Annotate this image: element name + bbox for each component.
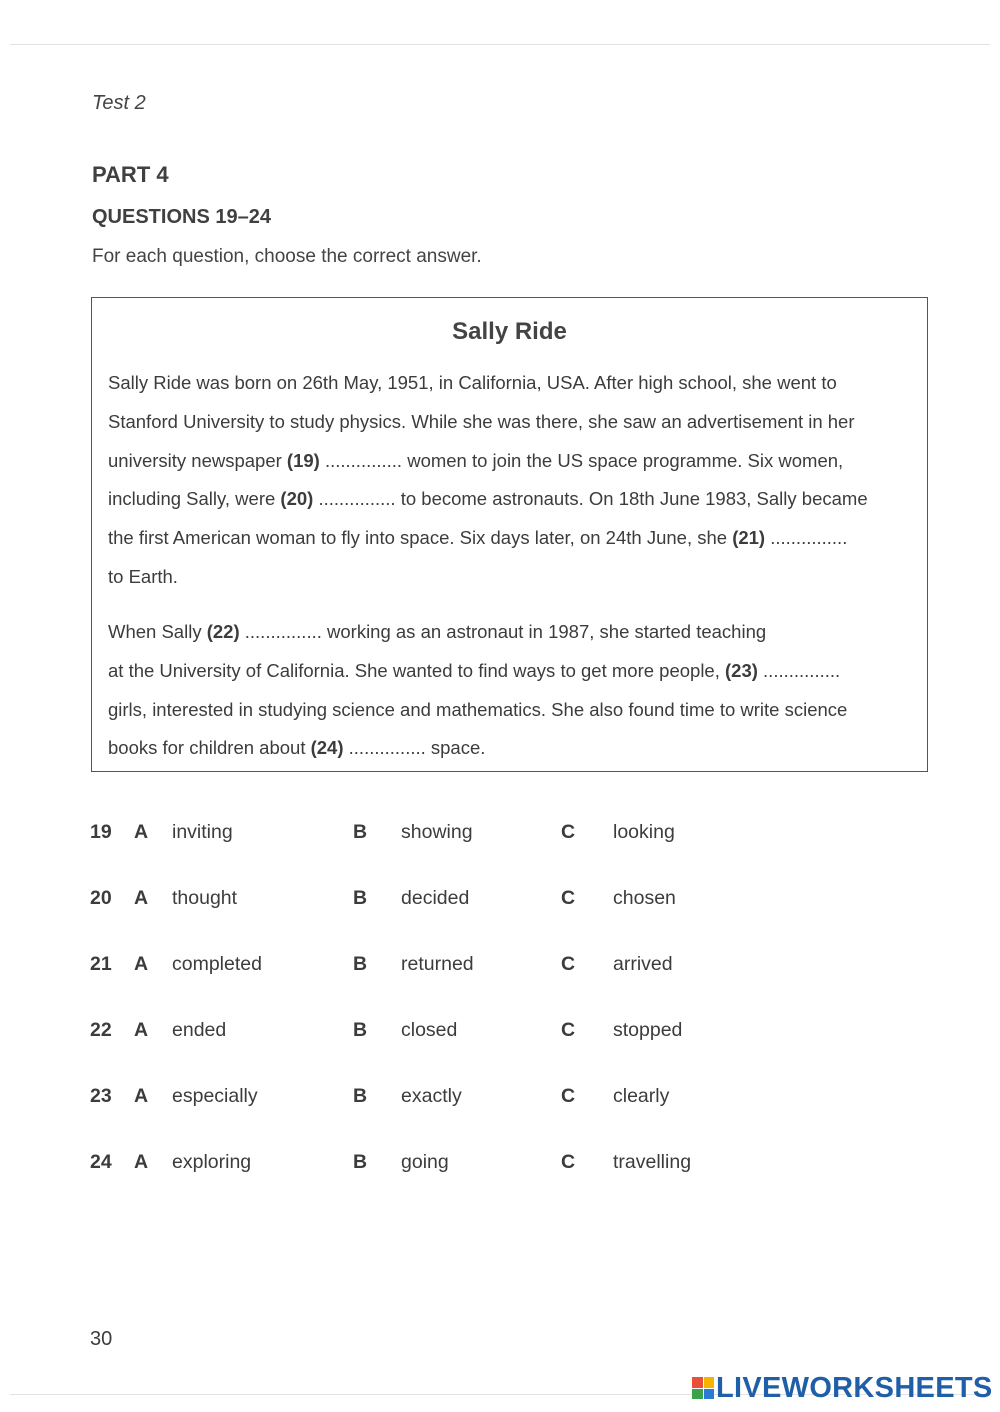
passage-line	[108, 442, 917, 481]
question-number: 23	[90, 1085, 112, 1107]
option-b[interactable]: showing	[401, 821, 473, 843]
option-letter-c: C	[561, 953, 576, 975]
gap-21: (21)	[732, 527, 766, 549]
passage-text: the first American woman to fly into space. Six days later, on 24th June, she	[108, 527, 733, 549]
option-letter-b: B	[353, 1151, 368, 1173]
passage-text: When Sally	[108, 621, 207, 642]
gap-23: (23)	[725, 659, 758, 681]
option-c[interactable]: looking	[613, 821, 675, 843]
option-a[interactable]: completed	[172, 953, 262, 975]
option-letter-a: A	[134, 953, 149, 975]
passage-text: ............... women to join the US space programme. Six women,	[319, 449, 844, 471]
gap-19: (19)	[286, 449, 320, 471]
option-c[interactable]: stopped	[613, 1019, 683, 1041]
instructions: For each question, choose the correct answer.	[92, 246, 482, 267]
option-a[interactable]: exploring	[172, 1151, 252, 1173]
option-letter-c: C	[561, 887, 576, 909]
passage-text: ...............	[765, 527, 848, 549]
gap-22: (22)	[206, 621, 240, 642]
passage-line	[108, 729, 917, 768]
option-b[interactable]: decided	[401, 887, 470, 909]
question-number: 19	[90, 821, 112, 843]
option-b[interactable]: closed	[401, 1019, 458, 1041]
passage-text: ............... space.	[343, 737, 486, 759]
passage-title: Sally Ride	[452, 318, 567, 345]
option-letter-b: B	[353, 953, 368, 975]
passage-line	[108, 613, 917, 652]
gap-24: (24)	[310, 737, 344, 759]
passage-text: including Sally, were	[108, 488, 281, 510]
passage-line	[108, 519, 917, 558]
questions-title: QUESTIONS 19–24	[92, 206, 271, 228]
question-number: 20	[90, 887, 112, 909]
option-letter-c: C	[561, 1151, 576, 1173]
option-letter-b: B	[353, 887, 368, 909]
scan-edge-top	[10, 44, 990, 45]
option-letter-b: B	[353, 1085, 368, 1107]
option-a[interactable]: especially	[172, 1085, 258, 1107]
option-a[interactable]: thought	[172, 887, 238, 909]
passage-box	[91, 297, 928, 772]
passage-text: books for children about	[108, 737, 311, 759]
passage-line	[108, 480, 917, 519]
option-letter-a: A	[134, 821, 149, 843]
option-letter-a: A	[134, 1019, 149, 1041]
option-b[interactable]: going	[401, 1151, 449, 1173]
passage-text: ............... to become astronauts. On 18th June 1983, Sally became	[313, 488, 868, 510]
passage-paragraph-1	[108, 364, 917, 597]
brand-name: LIVEWORKSHEETS	[716, 1371, 993, 1404]
passage-text: at the University of California. She wanted to find ways to get more people,	[108, 659, 725, 681]
option-letter-c: C	[561, 1019, 576, 1041]
passage-paragraph-2	[108, 613, 917, 768]
test-label: Test 2	[92, 92, 146, 114]
liveworksheets-logo-icon	[692, 1377, 714, 1399]
option-c[interactable]: chosen	[613, 887, 676, 909]
option-c[interactable]: arrived	[613, 953, 673, 975]
option-letter-c: C	[561, 821, 576, 843]
option-letter-b: B	[353, 1019, 368, 1041]
option-c[interactable]: travelling	[613, 1151, 692, 1173]
option-letter-a: A	[134, 1151, 149, 1173]
passage-line: to Earth.	[108, 565, 178, 587]
passage-text: ............... working as an astronaut in 1987, she started teaching	[239, 621, 767, 642]
option-letter-a: A	[134, 887, 149, 909]
page-number: 30	[90, 1328, 113, 1350]
option-c[interactable]: clearly	[613, 1085, 670, 1107]
passage-line	[108, 652, 917, 691]
question-number: 21	[90, 953, 112, 975]
option-letter-a: A	[134, 1085, 149, 1107]
question-number: 24	[90, 1151, 112, 1173]
passage-text: ...............	[757, 659, 841, 681]
question-number: 22	[90, 1019, 112, 1041]
option-b[interactable]: returned	[401, 953, 474, 975]
option-letter-c: C	[561, 1085, 576, 1107]
passage-line: Sally Ride was born on 26th May, 1951, in California, USA. After high school, she went to	[108, 372, 837, 393]
option-a[interactable]: ended	[172, 1019, 227, 1041]
part-title: PART 4	[92, 162, 169, 187]
liveworksheets-watermark	[692, 1372, 993, 1404]
option-letter-b: B	[353, 821, 368, 843]
option-a[interactable]: inviting	[172, 821, 233, 843]
passage-text: university newspaper	[108, 449, 287, 471]
option-b[interactable]: exactly	[401, 1085, 462, 1107]
gap-20: (20)	[280, 488, 314, 510]
passage-line: Stanford University to study physics. While she was there, she saw an advertisement in her	[108, 410, 855, 432]
passage-line: girls, interested in studying science and mathematics. She also found time to write science	[108, 698, 848, 720]
